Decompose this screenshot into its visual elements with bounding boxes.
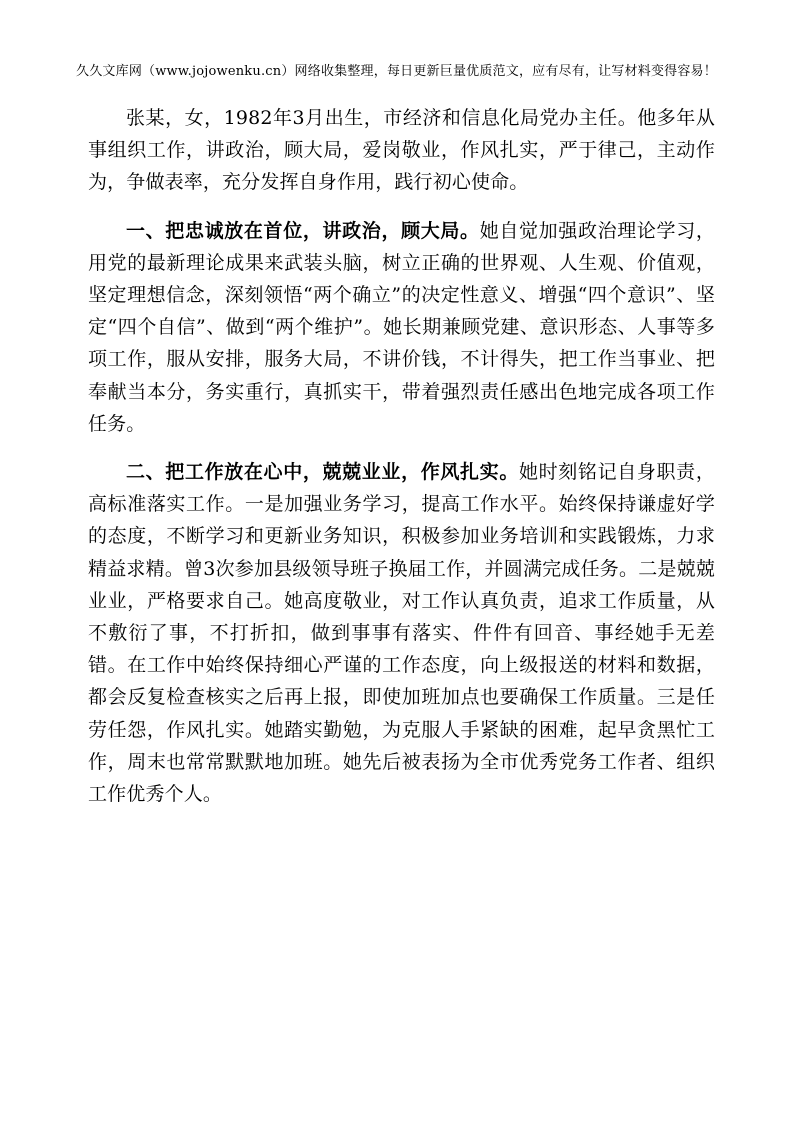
paragraph-text: 她时刻铭记自身职责，高标准落实工作。一是加强业务学习，提高工作水平。始终保持谦虚好学的态度，不断学习和更新业务知识，积极参加业务培训和实践锻炼，力求精益求精。曾3次参加县级领导班子换届工作，并圆满完成任务。二是兢兢业业，严格要求自己。她高度敬业，对工作认真负责，追求工作质量，从不敷衍了事，不打折扣，做到事事有落实、件件有回音、事经她手无差错。在工作中始终保持细心严谨的工作态度，向上级报送的材料和数据，都会反复检查核实之后再上报，即使加班加点也要确保工作质量。三是任劳任怨，作风扎实。她踏实勤勉，为克服人手紧缺的困难，起早贪黑忙工作，周末也常常默默地加班。她先后被表扬为全市优秀党务工作者、组织工作优秀个人。: [88, 461, 715, 806]
section-1-paragraph: [88, 215, 715, 440]
section-1-heading: 一、把忠诚放在首位，讲政治，顾大局。: [126, 219, 480, 242]
section-2-paragraph: [88, 456, 715, 810]
document-body: [88, 102, 715, 810]
paragraph-text: 张某，女，1982年3月出生，市经济和信息化局党办主任。他多年从事组织工作，讲政治，顾大局，爱岗敬业，作风扎实，严于律己，主动作为，争做表率，充分发挥自身作用，践行初心使命。: [88, 107, 715, 194]
page-header-notice: 久久文库网（www.jojowenku.cn）网络收集整理，每日更新巨量优质范文，应有尽有，让写材料变得容易！: [76, 64, 717, 79]
intro-paragraph: [88, 102, 715, 199]
section-2-heading: 二、把工作放在心中，兢兢业业，作风扎实。: [126, 461, 519, 484]
paragraph-text: 她自觉加强政治理论学习，用党的最新理论成果来武装头脑，树立正确的世界观、人生观、价值观，坚定理想信念，深刻领悟“两个确立”的决定性意义、增强“四个意识”、坚定“四个自信”、做到“两个维护”。她长期兼顾党建、意识形态、人事等多项工作，服从安排，服务大局，不讲价钱，不计得失，把工作当事业、把奉献当本分，务实重行，真抓实干，带着强烈责任感出色地完成各项工作任务。: [88, 219, 715, 435]
